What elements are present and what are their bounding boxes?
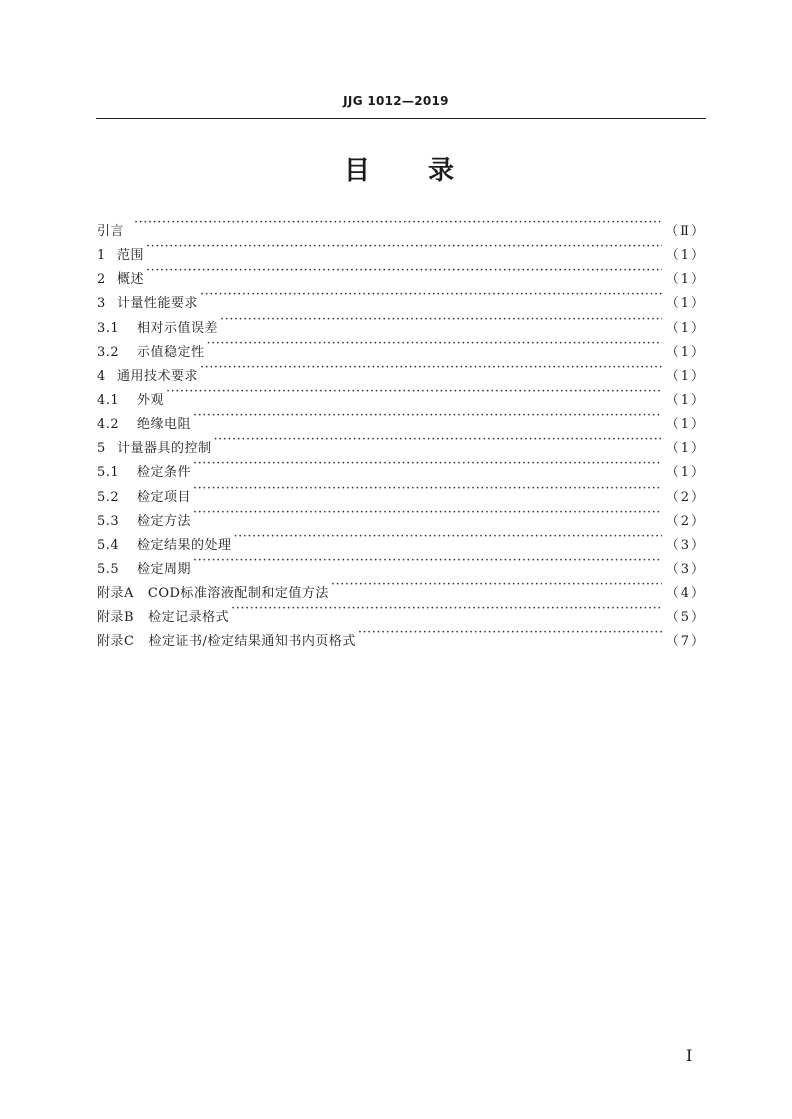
toc-entry-label: 引言: [97, 224, 125, 239]
toc-entry-label: 检定记录格式: [148, 610, 230, 626]
toc-entry-page: （5）: [665, 610, 706, 626]
title-char-1: 目: [344, 156, 371, 186]
toc-leader-dots: [193, 477, 662, 501]
toc-leader-dots: [207, 332, 662, 356]
toc-entry-page: （1）: [665, 441, 706, 457]
toc-entry-label: 通用技术要求: [117, 368, 199, 384]
toc-entry-label: 检定结果的处理: [137, 537, 232, 553]
toc-leader-dots: [214, 428, 662, 452]
toc-leader-dots: [146, 235, 662, 259]
toc-entry-page: （1）: [665, 272, 706, 288]
page-number: I: [686, 1046, 693, 1065]
toc-entry-label: 检定周期: [137, 561, 192, 577]
toc-entry-label: 检定条件: [137, 465, 192, 481]
toc-entry-2[interactable]: [97, 259, 706, 288]
toc-entry-page: （1）: [665, 296, 706, 312]
table-of-contents: [97, 211, 706, 650]
toc-leader-dots: [200, 283, 662, 307]
toc-entry-page: （1）: [665, 320, 706, 336]
header-rule: [96, 118, 706, 119]
toc-entry-number: 4: [97, 368, 106, 384]
toc-entry-page: （1）: [665, 392, 706, 408]
toc-leader-dots: [234, 525, 662, 549]
toc-entry-page: （1）: [665, 465, 706, 481]
toc-entry-label: 检定方法: [137, 513, 192, 529]
toc-entry-page: （1）: [665, 248, 706, 264]
toc-entry-label: 范围: [117, 248, 145, 264]
toc-entry-number: 5.2: [97, 489, 120, 505]
toc-entry-number: 2: [97, 272, 106, 288]
toc-entry-label: 示值稳定性: [137, 344, 205, 360]
toc-entry-number: 3.1: [97, 320, 120, 336]
toc-entry-number: 附录A: [97, 586, 134, 602]
toc-entry-number: 5.5: [97, 561, 120, 577]
toc-leader-dots: [220, 308, 662, 332]
toc-leader-dots: [146, 259, 662, 283]
toc-entry-number: 3.2: [97, 344, 120, 360]
toc-entry-page: （1）: [665, 368, 706, 384]
toc-entry-label: 检定项目: [137, 489, 192, 505]
toc-entry-number: 4.1: [97, 392, 120, 408]
toc-entry-number: 5.1: [97, 465, 120, 481]
toc-entry-number: 1: [97, 248, 106, 264]
toc-entry-page: （3）: [665, 561, 706, 577]
toc-entry-number: 5.4: [97, 537, 120, 553]
toc-entry-page: （Ⅱ）: [665, 224, 706, 239]
toc-entry-4-1[interactable]: [97, 380, 706, 408]
toc-entry-label: 概述: [117, 272, 145, 288]
toc-entry-intro[interactable]: [97, 211, 706, 239]
toc-entry-page: （3）: [665, 537, 706, 553]
toc-entry-label: 计量器具的控制: [117, 441, 212, 457]
title-char-2: 录: [428, 156, 455, 186]
toc-entry-page: （1）: [665, 344, 706, 360]
toc-entry-label: 外观: [137, 392, 165, 408]
toc-entry-3[interactable]: [97, 283, 706, 312]
toc-entry-number: 5: [97, 441, 106, 457]
toc-entry-number: 附录B: [97, 610, 135, 626]
toc-entry-page: （7）: [665, 634, 706, 650]
toc-entry-label: 计量性能要求: [117, 296, 199, 312]
toc-entry-label: 相对示值误差: [137, 320, 219, 336]
toc-leader-dots: [331, 573, 662, 597]
toc-leader-dots: [193, 404, 662, 428]
toc-entry-number: 4.2: [97, 417, 120, 433]
page-title: [0, 152, 792, 192]
toc-entry-page: （1）: [665, 417, 706, 433]
toc-entry-4-2[interactable]: [97, 404, 706, 433]
toc-entry-number: 3: [97, 296, 106, 312]
toc-entry-label: 绝缘电阻: [137, 417, 192, 433]
toc-entry-page: （2）: [665, 513, 706, 529]
toc-entry-page: （4）: [665, 586, 706, 602]
toc-entry-number: 5.3: [97, 513, 120, 529]
toc-entry-1[interactable]: [97, 235, 706, 264]
toc-leader-dots: [200, 356, 662, 380]
toc-entry-label: 检定证书/检定结果通知书内页格式: [148, 634, 356, 650]
standard-code-header: JJG 1012—2019: [343, 94, 449, 108]
toc-leader-dots: [231, 597, 662, 621]
toc-entry-number: 附录C: [97, 634, 135, 650]
toc-entry-page: （2）: [665, 489, 706, 505]
toc-leader-dots: [193, 549, 662, 573]
toc-leader-dots: [358, 621, 662, 645]
toc-leader-dots: [134, 211, 661, 235]
toc-leader-dots: [166, 380, 662, 404]
toc-leader-dots: [193, 501, 662, 525]
toc-entry-label: COD标准溶液配制和定值方法: [147, 586, 329, 602]
toc-leader-dots: [193, 452, 662, 476]
